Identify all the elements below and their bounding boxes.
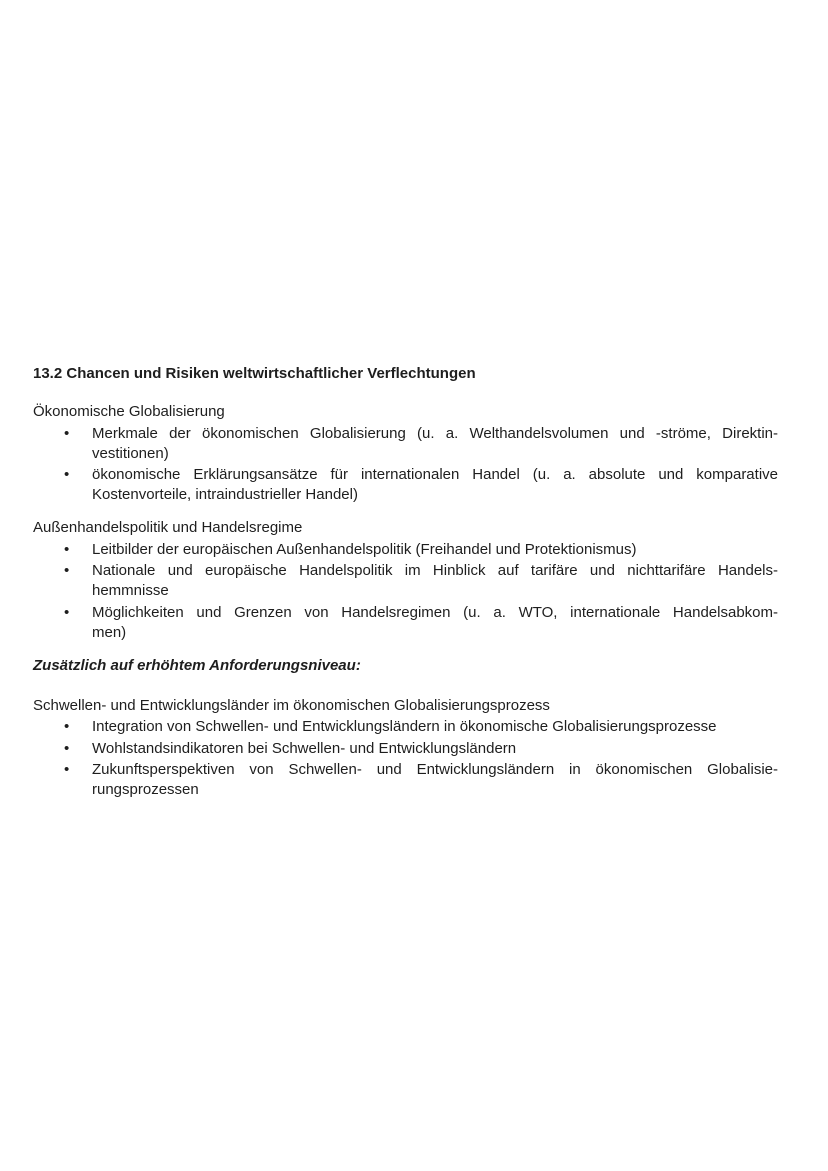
section-oekonomische-globalisierung (33, 402, 778, 505)
bullet-line: Kostenvorteile, intraindustrieller Handel) (92, 486, 358, 503)
bullet-icon: • (64, 739, 70, 757)
document-content (33, 364, 778, 800)
bullet-line: Wohlstandsindikatoren bei Schwellen- und Entwicklungsländern (92, 739, 517, 757)
section-intro: Ökonomische Globalisierung (33, 403, 225, 420)
bullet-item (33, 540, 778, 560)
bullet-item (33, 561, 778, 601)
section-aussenhandelspolitik (33, 518, 778, 643)
bullet-item (33, 717, 778, 737)
bullet-list (33, 540, 778, 643)
bullet-icon: • (64, 718, 70, 735)
bullet-line: Nationale und europäische Handelspolitik im Hinblick auf tarifäre und nichttarifäre Handels- (92, 562, 778, 579)
bullet-item (33, 739, 778, 759)
bullet-line: Integration von Schwellen- und Entwicklungsländern in ökonomische Globalisierungsprozesse (92, 718, 717, 735)
bullet-line: hemmnisse (92, 582, 169, 599)
bullet-line: ökonomische Erklärungsansätze für internationalen Handel (u. a. absolute und komparative (92, 466, 778, 483)
bullet-list (33, 424, 778, 506)
bullet-line: Leitbilder der europäischen Außenhandelspolitik (Freihandel und Protektionismus) (92, 540, 637, 558)
section-intro: Schwellen- und Entwicklungsländer im ökonomischen Globalisierungsprozess (33, 696, 550, 714)
bullet-icon: • (64, 562, 70, 579)
bullet-icon: • (64, 603, 70, 621)
section-intro: Außenhandelspolitik und Handelsregime (33, 519, 303, 536)
bullet-line: vestitionen) (92, 444, 169, 462)
bullet-icon: • (64, 424, 70, 442)
bullet-icon: • (64, 540, 70, 558)
section-heading: 13.2 Chancen und Risiken weltwirtschaftlicher Verflechtungen (33, 365, 476, 382)
bullet-item (33, 603, 778, 643)
bullet-line: rungsprozessen (92, 781, 199, 798)
bullet-icon: • (64, 466, 70, 483)
section-schwellenlaender (33, 696, 778, 801)
advanced-level-note: Zusätzlich auf erhöhtem Anforderungsniveau: (33, 656, 361, 674)
bullet-line: Zukunftsperspektiven von Schwellen- und Entwicklungsländern in ökonomischen Globalisie- (92, 761, 778, 778)
bullet-item (33, 424, 778, 464)
bullet-line: Merkmale der ökonomischen Globalisierung (u. a. Welthandelsvolumen und -ströme, Direktin- (92, 424, 778, 442)
bullet-list (33, 717, 778, 800)
bullet-item (33, 465, 778, 505)
bullet-line: Möglichkeiten und Grenzen von Handelsregimen (u. a. WTO, internationale Handelsabkom- (92, 603, 778, 621)
bullet-line: men) (92, 623, 127, 641)
bullet-icon: • (64, 761, 70, 778)
bullet-item (33, 760, 778, 800)
